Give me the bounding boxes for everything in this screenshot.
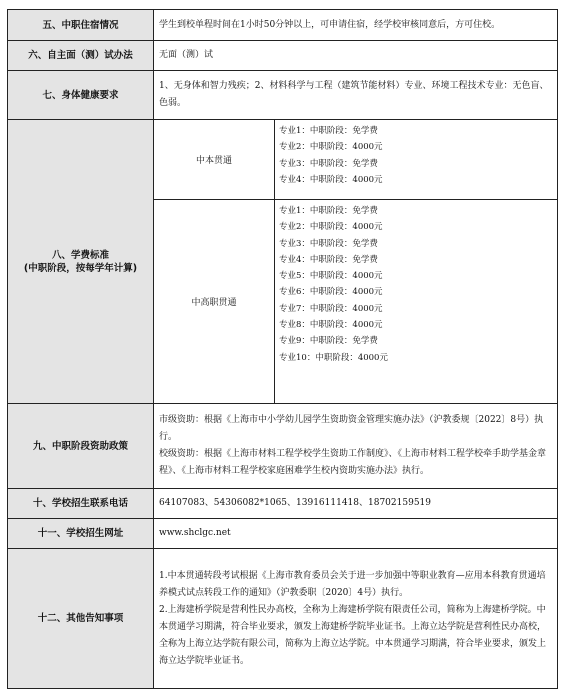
financial-aid-text [154, 404, 557, 488]
tuition-item: 专业2：中职阶段：4000元 [279, 142, 383, 153]
interview-text: 无面（测）试 [159, 50, 214, 60]
tuition-group-name: 中高职贯通 [154, 200, 275, 403]
row-heading-health: 七、身体健康要求 [8, 71, 154, 119]
notice-line-1: 1.中本贯通转段考试根据《上海市教育委员会关于进一步加强中等职业教育—应用本科教育贯通培养模式试点转段工作的通知》（沪教委职〔2020〕4号）执行。 [159, 570, 546, 598]
aid-line-city: 市级资助：根据《上海市中小学幼儿园学生资助资金管理实施办法》（沪教委规〔2022〕8号）执行。 [159, 415, 544, 442]
tuition-item: 专业4：中职阶段：免学费 [279, 254, 378, 265]
tuition-item: 专业7：中职阶段：4000元 [279, 303, 383, 314]
phone-numbers: 64107083、54306082*1065、13916111418、18702159519 [159, 498, 431, 508]
health-text: 1、无身体和智力残疾；2、材料科学与工程（建筑节能材料）专业、环境工程技术专业：无色盲、色弱。 [159, 81, 549, 108]
tuition-group-items [275, 120, 557, 199]
tuition-item: 专业4：中职阶段：4000元 [279, 174, 383, 185]
row-tuition [8, 119, 557, 403]
tuition-group-name: 中本贯通 [154, 120, 275, 199]
row-heading-interview: 六、自主面（测）试办法 [8, 41, 154, 70]
tuition-item: 专业3：中职阶段：免学费 [279, 238, 378, 249]
tuition-group-zhonggao [154, 199, 557, 403]
row-heading-other-notices: 十二、其他告知事项 [8, 549, 154, 688]
notice-line-2: 2.上海建桥学院是营利性民办高校，全称为上海建桥学院有限责任公司，简称为上海建桥学院。中本贯通学习期满，符合毕业要求，颁发上海建桥学院毕业证书。上海立达学院是营利性民办高校，全称为上海立达学院有限公司，简称为上海立达学院。中本贯通学习期满，符合毕业要求，颁发上海立达学院毕业证书。 [159, 604, 547, 666]
tuition-item: 专业5：中职阶段：4000元 [279, 271, 383, 282]
tuition-group-items [275, 200, 557, 403]
row-other-notices [8, 548, 557, 688]
accommodation-text: 学生到校单程时间在1小时50分钟以上，可申请住宿，经学校审核同意后，方可住校。 [159, 19, 501, 30]
tuition-item: 专业3：中职阶段：免学费 [279, 158, 378, 169]
other-notices-text [154, 549, 557, 688]
row-financial-aid [8, 403, 557, 488]
row-phone [8, 488, 557, 518]
row-heading-accommodation: 五、中职住宿情况 [8, 10, 154, 40]
website-link[interactable]: www.shclgc.net [159, 528, 231, 538]
row-heading-phone: 十、学校招生联系电话 [8, 489, 154, 518]
tuition-heading-title: 八、学费标准 [51, 249, 109, 261]
tuition-item: 专业1：中职阶段：免学费 [279, 126, 378, 136]
aid-line-school: 校级资助：根据《上海市材料工程学校学生资助工作制度》、《上海市材料工程学校牵手助学基金章程》、《上海市材料工程学校家庭困难学生校内资助实施办法》执行。 [159, 449, 547, 476]
tuition-item: 专业6：中职阶段：4000元 [279, 287, 383, 298]
tuition-heading-note: (中职阶段，按每学年计算) [23, 262, 138, 274]
tuition-groups [154, 120, 557, 403]
enrollment-info-table [7, 9, 558, 689]
row-health [8, 70, 557, 119]
row-heading-website: 十一、学校招生网址 [8, 519, 154, 548]
tuition-item: 专业8：中职阶段：4000元 [279, 320, 383, 331]
row-heading-tuition [8, 120, 154, 403]
tuition-item: 专业1：中职阶段：免学费 [279, 206, 378, 216]
row-interview [8, 40, 557, 70]
tuition-group-zhongben [154, 120, 557, 199]
tuition-item: 专业9：中职阶段：免学费 [279, 336, 378, 347]
row-website [8, 518, 557, 548]
row-heading-financial-aid: 九、中职阶段资助政策 [8, 404, 154, 488]
tuition-item: 专业2：中职阶段：4000元 [279, 222, 383, 233]
row-accommodation [8, 10, 557, 40]
tuition-item: 专业10：中职阶段：4000元 [279, 352, 388, 363]
